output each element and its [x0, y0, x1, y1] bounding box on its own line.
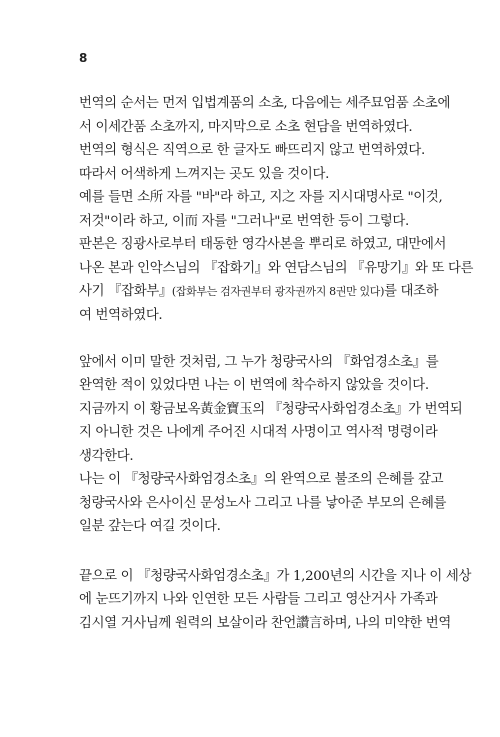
text-line: 예를 들면 소所 자를 "바"라 하고, 지之 자를 지시대명사로 "이것, [79, 190, 443, 205]
text-line: 나는 이 『청량국사화엄경소초』의 완역으로 불조의 은혜를 갚고 [79, 472, 444, 487]
text-line: 앞에서 이미 말한 것처럼, 그 누가 청량국사의 『화엄경소초』를 [79, 354, 439, 370]
text-line: 판본은 징광사로부터 태동한 영각사본을 뿌리로 하였고, 대만에서 [79, 237, 447, 252]
text-line: 저것"이라 하고, 이而 자를 "그러나"로 번역한 등이 그렇다. [79, 213, 409, 229]
text-line: 서 이세간품 소초까지, 마지막으로 소초 현담을 번역하였다. [79, 119, 413, 135]
text-line: 지 아니한 것은 나에게 주어진 시대적 사명이고 역사적 명령이라 [79, 425, 438, 440]
inline-note: (잡화부는 검자권부터 광자권까지 8권만 있다) [171, 285, 385, 298]
text-line: 끝으로 이 『청량국사화엄경소초』가 1,200년의 시간을 지나 이 세상 [79, 568, 472, 584]
text-line: 따라서 어색하게 느껴지는 곳도 있을 것이다. [79, 166, 329, 182]
text-line [79, 280, 439, 304]
text-line: 지금까지 이 황금보옥黃金寶玉의 『청량국사화엄경소초』가 번역되 [79, 401, 463, 417]
text-line: 일분 갚는다 여길 것이다. [79, 519, 221, 534]
text-line: 생각한다. [79, 448, 134, 464]
paragraph-gap [79, 327, 425, 351]
text-segment: 사기 『잡화부』 [79, 284, 172, 299]
text-line: 에 눈뜨기까지 나와 인연한 모든 사람들 그리고 영산거사 가족과 [79, 592, 438, 607]
text-line: 여 번역하였다. [79, 307, 163, 323]
body-text [79, 92, 474, 635]
text-line: 완역한 적이 있었다면 나는 이 번역에 착수하지 않았을 것이다. [79, 378, 429, 393]
text-segment: 를 대조하 [384, 284, 439, 299]
text-line: 번역의 형식은 직역으로 한 글자도 빠뜨리지 않고 번역하였다. [79, 143, 425, 158]
text-line: 번역의 순서는 먼저 입법계품의 소초, 다음에는 세주묘엄품 소초에 [79, 96, 451, 111]
text-line: 청량국사와 은사이신 문성노사 그리고 나를 낳아준 부모의 은혜를 [79, 495, 447, 511]
text-line: 김시열 거사님께 원력의 보살이라 찬언讚言하며, 나의 미약한 번역 [79, 615, 451, 631]
page-number: 8 [79, 51, 88, 65]
text-line: 나온 본과 인악스님의 『잡화기』와 연담스님의 『유망기』와 또 다른 [79, 260, 474, 276]
paragraph-gap [79, 539, 425, 565]
